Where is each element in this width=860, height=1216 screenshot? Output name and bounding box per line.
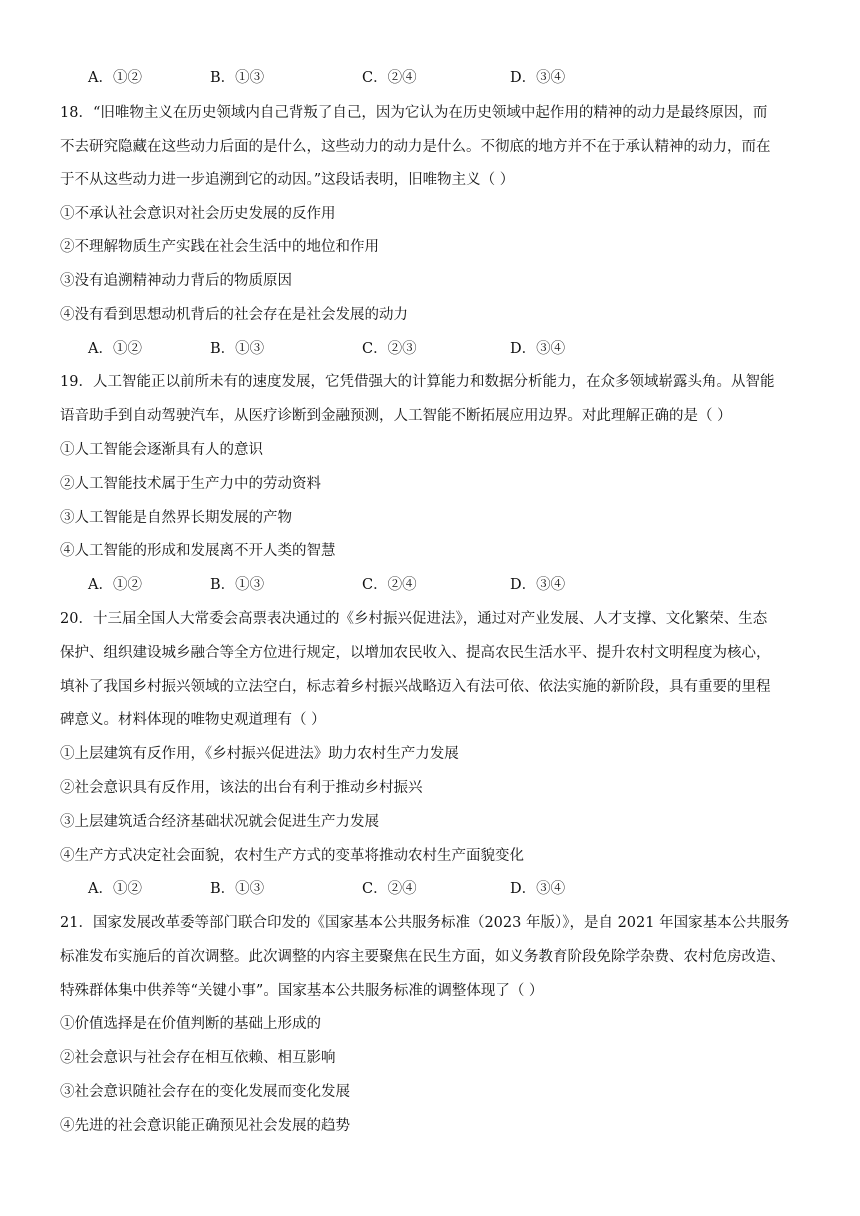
q18-option-b[interactable]: B．①③ xyxy=(210,341,265,357)
q21-item-1: ①价值选择是在价值判断的基础上形成的 xyxy=(60,1016,321,1032)
q19-stem-line-1: 19．人工智能正以前所未有的速度发展，它凭借强大的计算能力和数据分析能力，在众多领域崭露头角。从智能 xyxy=(60,374,775,390)
q20-item-4: ④生产方式决定社会面貌，农村生产方式的变革将推动农村生产面貌变化 xyxy=(60,848,524,864)
q20-option-c[interactable]: C．②④ xyxy=(362,881,417,897)
q20-options xyxy=(88,879,648,899)
q19-option-c[interactable]: C．②④ xyxy=(362,577,417,593)
q17-options xyxy=(88,68,648,88)
q19-option-a[interactable]: A．①② xyxy=(88,577,142,593)
q17-option-c[interactable]: C．②④ xyxy=(362,70,417,86)
q19-item-1: ①人工智能会逐渐具有人的意识 xyxy=(60,442,263,458)
q19-item-4: ④人工智能的形成和发展离不开人类的智慧 xyxy=(60,543,336,559)
q20-item-1: ①上层建筑有反作用，《乡村振兴促进法》助力农村生产力发展 xyxy=(60,746,459,762)
q21-stem-line-1: 21．国家发展改革委等部门联合印发的《国家基本公共服务标准（2023 年版）》，是自 2021 年国家基本公共服务 xyxy=(60,915,790,931)
q18-item-2: ②不理解物质生产实践在社会生活中的地位和作用 xyxy=(60,239,379,255)
q19-option-d[interactable]: D．③④ xyxy=(510,577,566,593)
q20-stem-line-2: 保护、组织建设城乡融合等全方位进行规定，以增加农民收入、提高农民生活水平、提升农村文明程度为核心， xyxy=(60,645,771,661)
q19-options xyxy=(88,575,648,595)
q19-item-3: ③人工智能是自然界长期发展的产物 xyxy=(60,510,292,526)
q18-item-3: ③没有追溯精神动力背后的物质原因 xyxy=(60,273,292,289)
q17-option-a[interactable]: A．①② xyxy=(88,70,142,86)
q21-stem-line-3: 特殊群体集中供养等“关键小事”。国家基本公共服务标准的调整体现了（ ） xyxy=(60,983,544,999)
q21-item-3: ③社会意识随社会存在的变化发展而变化发展 xyxy=(60,1084,350,1100)
q21-item-4: ④先进的社会意识能正确预见社会发展的趋势 xyxy=(60,1118,350,1134)
q20-option-b[interactable]: B．①③ xyxy=(210,881,265,897)
q18-item-4: ④没有看到思想动机背后的社会存在是社会发展的动力 xyxy=(60,307,408,323)
q19-option-b[interactable]: B．①③ xyxy=(210,577,265,593)
q20-item-2: ②社会意识具有反作用，该法的出台有利于推动乡村振兴 xyxy=(60,780,423,796)
q21-stem-line-2: 标准发布实施后的首次调整。此次调整的内容主要聚焦在民生方面，如义务教育阶段免除学杂费、农村危房改造、 xyxy=(60,949,785,965)
q20-stem-line-4: 碑意义。材料体现的唯物史观道理有（ ） xyxy=(60,712,326,728)
q20-option-d[interactable]: D．③④ xyxy=(510,881,566,897)
q17-option-b[interactable]: B．①③ xyxy=(210,70,265,86)
q18-option-c[interactable]: C．②③ xyxy=(362,341,417,357)
q18-stem-line-3: 于不从这些动力进一步追溯到它的动因。”这段话表明，旧唯物主义（ ） xyxy=(60,172,515,188)
q18-options xyxy=(88,339,648,359)
q20-stem-line-3: 填补了我国乡村振兴领域的立法空白，标志着乡村振兴战略迈入有法可依、依法实施的新阶段，具有重要的里程 xyxy=(60,679,771,695)
q20-stem-line-1: 20．十三届全国人大常委会高票表决通过的《乡村振兴促进法》，通过对产业发展、人才支撑、文化繁荣、生态 xyxy=(60,611,768,627)
q18-item-1: ①不承认社会意识对社会历史发展的反作用 xyxy=(60,206,336,222)
q18-option-a[interactable]: A．①② xyxy=(88,341,142,357)
q18-option-d[interactable]: D．③④ xyxy=(510,341,566,357)
q19-stem-line-2: 语音助手到自动驾驶汽车，从医疗诊断到金融预测，人工智能不断拓展应用边界。对此理解正确的是（ ） xyxy=(60,408,732,424)
q20-item-3: ③上层建筑适合经济基础状况就会促进生产力发展 xyxy=(60,814,379,830)
q18-stem-line-1: 18．“旧唯物主义在历史领域内自己背叛了自己，因为它认为在历史领域中起作用的精神的动力是最终原因，而 xyxy=(60,105,768,121)
q20-option-a[interactable]: A．①② xyxy=(88,881,142,897)
q19-item-2: ②人工智能技术属于生产力中的劳动资料 xyxy=(60,476,321,492)
q21-item-2: ②社会意识与社会存在相互依赖、相互影响 xyxy=(60,1050,336,1066)
q18-stem-line-2: 不去研究隐藏在这些动力后面的是什么，这些动力的动力是什么。不彻底的地方并不在于承认精神的动力，而在 xyxy=(60,139,771,155)
q17-option-d[interactable]: D．③④ xyxy=(510,70,566,86)
